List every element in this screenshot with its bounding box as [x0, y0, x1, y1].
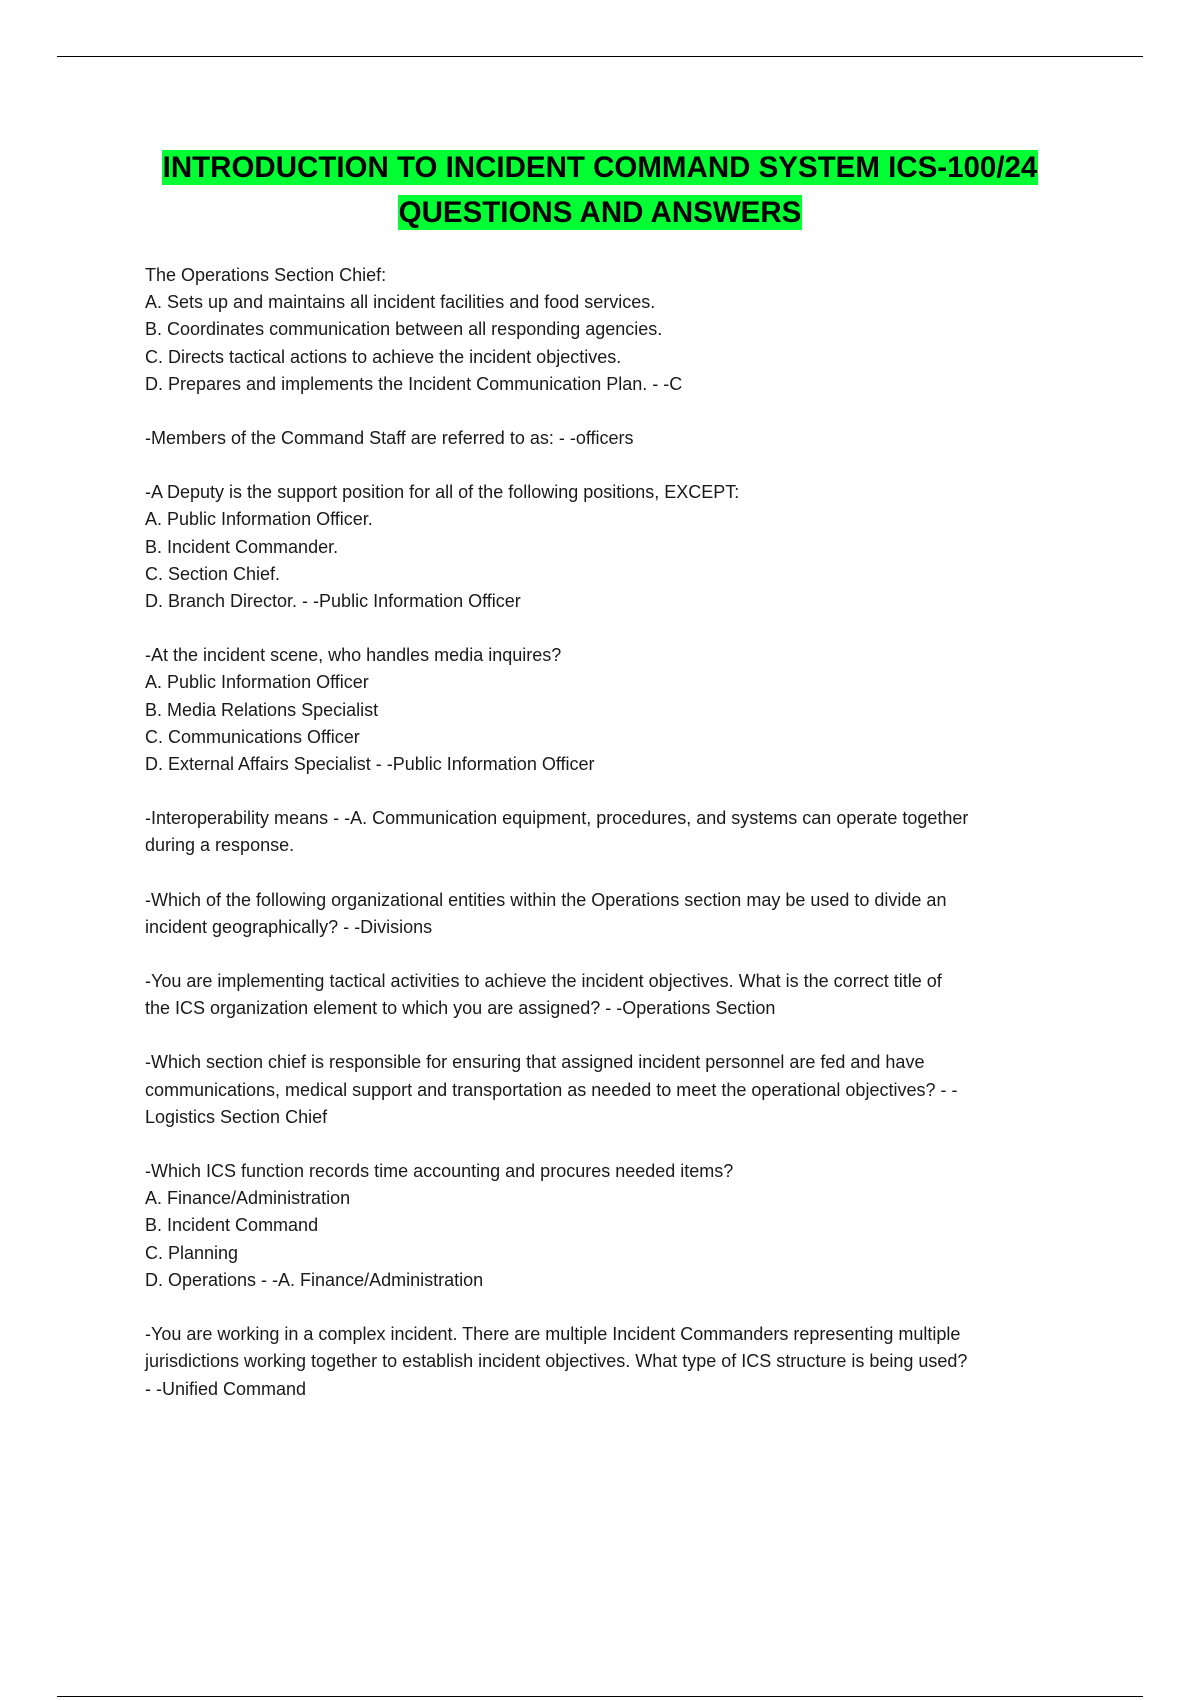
qa-line: Logistics Section Chief	[145, 1106, 328, 1127]
qa-line: C. Communications Officer	[145, 726, 360, 747]
qa-item	[145, 262, 1085, 398]
qa-item	[145, 887, 1085, 941]
qa-item	[145, 1158, 1085, 1294]
qa-item	[145, 642, 1085, 778]
title-line-2-text: QUESTIONS AND ANSWERS	[398, 196, 802, 229]
top-rule	[57, 56, 1143, 57]
qa-line: D. External Affairs Specialist - -Public Information Officer	[145, 754, 595, 775]
qa-line: C. Planning	[145, 1242, 239, 1263]
qa-item	[145, 805, 1085, 859]
qa-line: D. Operations - -A. Finance/Administration	[145, 1269, 484, 1290]
qa-line: B. Incident Command	[145, 1215, 319, 1236]
qa-item	[145, 1321, 1085, 1403]
qa-line: B. Incident Commander.	[145, 536, 339, 557]
bottom-rule	[57, 1696, 1143, 1697]
document-title	[100, 145, 1100, 235]
qa-line: -You are implementing tactical activities to achieve the incident objectives. What is the correct title of	[145, 971, 942, 992]
qa-line: -You are working in a complex incident. There are multiple Incident Commanders representing multiple	[145, 1324, 961, 1345]
qa-line: D. Prepares and implements the Incident Communication Plan. - -C	[145, 373, 683, 394]
qa-line: A. Public Information Officer	[145, 672, 369, 693]
qa-line: during a response.	[145, 835, 295, 856]
qa-line: A. Finance/Administration	[145, 1188, 351, 1209]
qa-line: -Which section chief is responsible for ensuring that assigned incident personnel are fed and have	[145, 1052, 925, 1073]
qa-item	[145, 1049, 1085, 1131]
qa-line: incident geographically? - -Divisions	[145, 916, 433, 937]
qa-item	[145, 968, 1085, 1022]
qa-line: -Interoperability means - -A. Communication equipment, procedures, and systems can operate together	[145, 808, 969, 829]
qa-item	[145, 479, 1085, 615]
qa-line: A. Public Information Officer.	[145, 509, 373, 530]
qa-line: The Operations Section Chief:	[145, 265, 387, 285]
qa-line: A. Sets up and maintains all incident facilities and food services.	[145, 292, 656, 313]
qa-line: -Which ICS function records time accounting and procures needed items?	[145, 1161, 734, 1182]
qa-content	[145, 262, 1085, 1430]
qa-line: -Members of the Command Staff are referred to as: - -officers	[145, 428, 634, 449]
title-line-1	[100, 145, 1100, 190]
qa-line: -A Deputy is the support position for all of the following positions, EXCEPT:	[145, 482, 740, 503]
title-line-2	[100, 190, 1100, 235]
qa-line: -Which of the following organizational entities within the Operations section may be used to divide an	[145, 889, 947, 910]
title-line-1-text: INTRODUCTION TO INCIDENT COMMAND SYSTEM ICS-100/24	[162, 151, 1038, 184]
qa-line: D. Branch Director. - -Public Information Officer	[145, 591, 521, 612]
qa-line: jurisdictions working together to establish incident objectives. What type of ICS structure is being used?	[145, 1351, 968, 1372]
qa-line: the ICS organization element to which you are assigned? - -Operations Section	[145, 998, 776, 1019]
qa-line: B. Coordinates communication between all responding agencies.	[145, 319, 663, 340]
qa-item	[145, 425, 1085, 452]
qa-line: C. Section Chief.	[145, 563, 281, 584]
qa-line: communications, medical support and transportation as needed to meet the operational objectives? - -	[145, 1079, 958, 1100]
qa-line: C. Directs tactical actions to achieve the incident objectives.	[145, 346, 622, 367]
qa-line: - -Unified Command	[145, 1378, 307, 1399]
qa-line: B. Media Relations Specialist	[145, 699, 379, 720]
qa-line: -At the incident scene, who handles media inquires?	[145, 645, 562, 666]
